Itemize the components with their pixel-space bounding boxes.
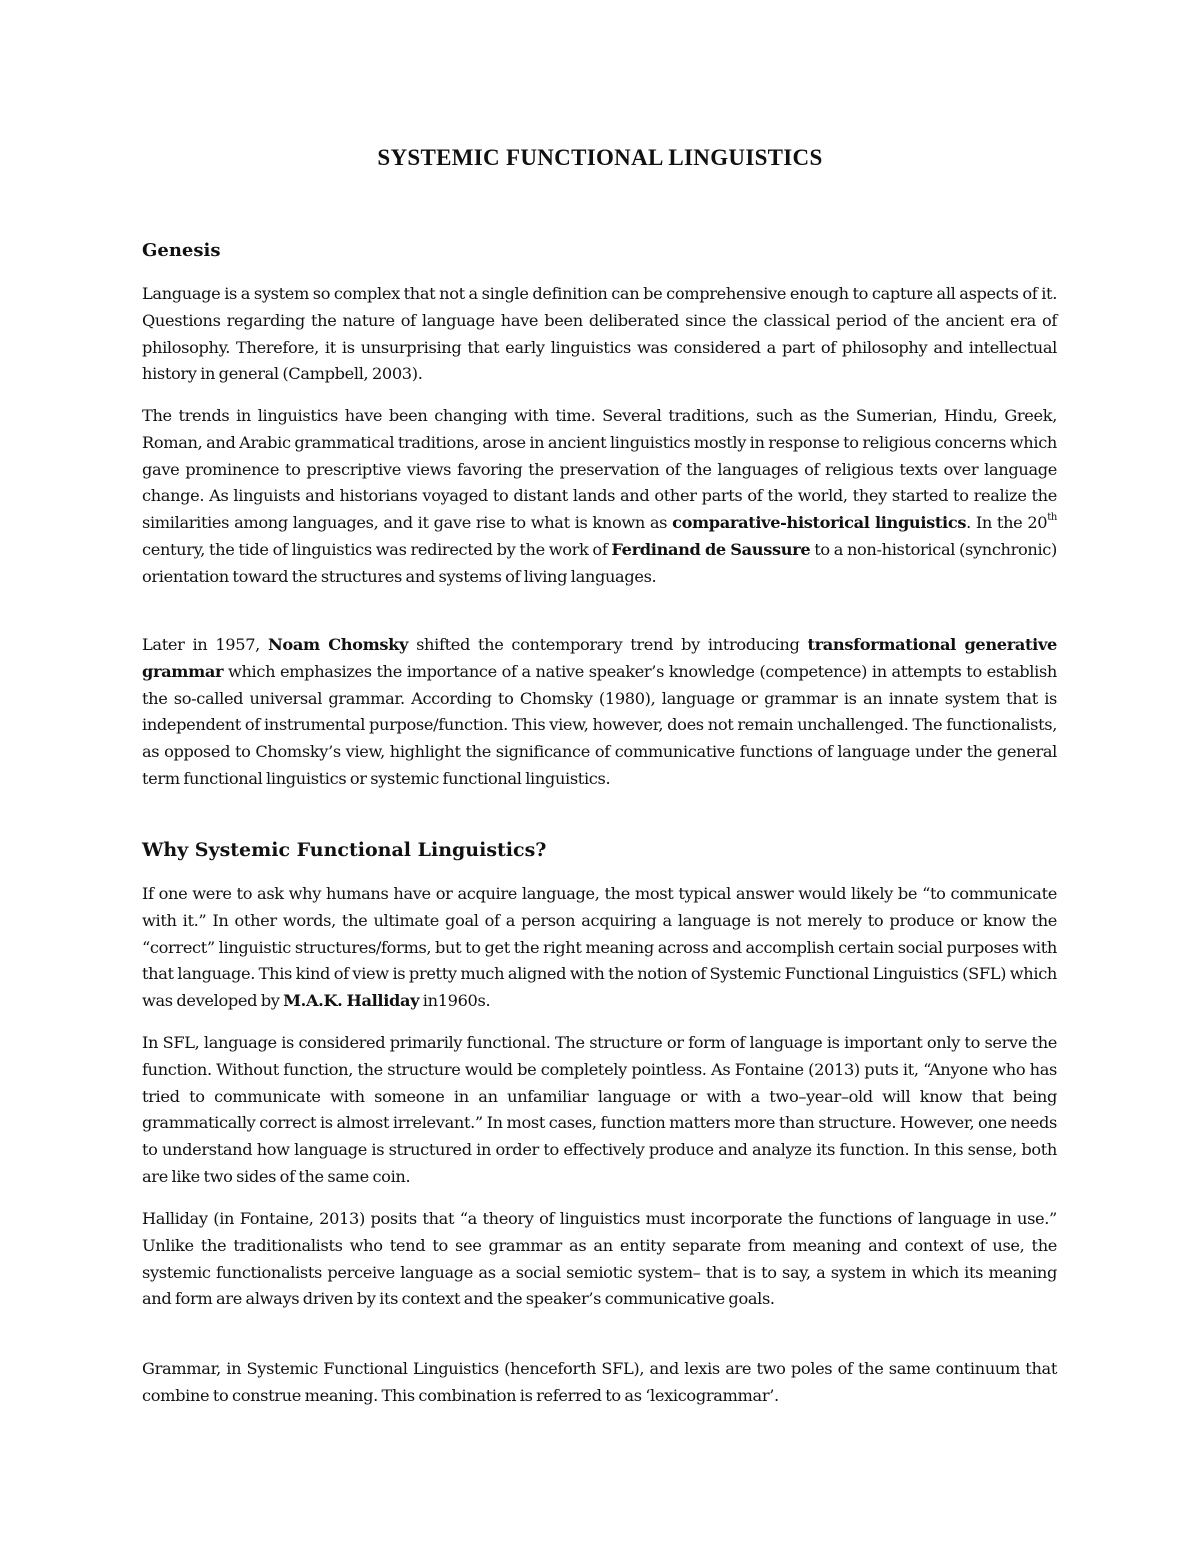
paragraph-genesis-3 xyxy=(142,632,1057,793)
text-run: century, the tide of linguistics was redirected by the work of xyxy=(142,539,612,559)
text-run: . In the 20 xyxy=(966,513,1048,533)
section-heading-why-sfl: Why Systemic Functional Linguistics? xyxy=(142,839,547,861)
bold-name-halliday: M.A.K. Halliday xyxy=(283,991,420,1011)
document-title: SYSTEMIC FUNCTIONAL LINGUISTICS xyxy=(377,145,823,170)
superscript-ordinal: th xyxy=(1047,511,1057,523)
paragraph-why-1 xyxy=(142,881,1057,1015)
paragraph-why-2: In SFL, language is considered primarily functional. The structure or form of language is important only to serve the function. Without function, the structure would be completely pointless. As Fontaine (2013) puts it, “Anyone who has tried to communicate with someone in an unfamiliar language or with a two–year–old will know that being grammatically correct is almost irrelevant.” In most cases, function matters more than structure. However, one needs to understand how language is structured in order to effectively produce and analyze its function. In this sense, both are like two sides of the same coin. xyxy=(142,1033,1057,1186)
bold-name-saussure: Ferdinand de Saussure xyxy=(611,539,811,559)
bold-name-chomsky: Noam Chomsky xyxy=(267,635,409,654)
text-run: shifted the contemporary trend by introducing xyxy=(408,635,808,654)
paragraph-genesis-2 xyxy=(142,403,1057,591)
text-run: Later in 1957, xyxy=(142,635,268,654)
text-run: in1960s. xyxy=(419,991,491,1011)
paragraph-genesis-1: Language is a system so complex that not a single definition can be comprehensive enough to capture all aspects of it. Questions regarding the nature of language have been deliberated since the classical period of the ancient era of philosophy. Therefore, it is unsurprising that early linguistics was considered a part of philosophy and intellectual history in general (Campbell, 2003). xyxy=(142,284,1057,384)
section-heading-genesis: Genesis xyxy=(142,240,221,261)
text-run: to a non-historical (synchronic) orientation toward the structures and systems of living languages. xyxy=(142,539,1057,586)
text-run: which emphasizes the importance of a native speaker’s knowledge (competence) in attempts to establish the so-called universal grammar. According to Chomsky (1980), language or grammar is an innate system that is independent of instrumental purpose/function. This view, however, does not remain unchallenged. The functionalists, as opposed to Chomsky’s view, highlight the significance of communicative functions of language under the general term functional linguistics or systemic functional linguistics. xyxy=(142,661,1057,788)
bold-term-tgg: transformational generative grammar xyxy=(142,635,1057,681)
paragraph-why-4: Grammar, in Systemic Functional Linguistics (henceforth SFL), and lexis are two poles of the same continuum that combine to construe meaning. This combination is referred to as ‘lexicogrammar’. xyxy=(142,1359,1057,1405)
text-run: If one were to ask why humans have or acquire language, the most typical answer would likely be “to communicate with it.” In other words, the ultimate goal of a person acquiring a language is not merely to produce or know the “correct” linguistic structures/forms, but to get the right meaning across and accomplish certain social purposes with that language. This kind of view is pretty much aligned with the notion of Systemic Functional Linguistics (SFL) which was developed by xyxy=(142,884,1057,1011)
paragraph-why-3: Halliday (in Fontaine, 2013) posits that “a theory of linguistics must incorporate the functions of language in use.” Unlike the traditionalists who tend to see grammar as an entity separate from meaning and context of use, the systemic functionalists perceive language as a social semiotic system– that is to say, a system in which its meaning and form are always driven by its context and the speaker’s communicative goals. xyxy=(142,1209,1057,1309)
text-run: The trends in linguistics have been changing with time. Several traditions, such as the Sumerian, Hindu, Greek, Roman, and Arabic grammatical traditions, arose in ancient linguistics mostly in response to religious concerns which gave prominence to prescriptive views favoring the preservation of the languages of religious texts over language change. As linguists and historians voyaged to distant lands and other parts of the world, they started to realize the similarities among languages, and it gave rise to what is known as xyxy=(142,406,1057,533)
bold-term-comparative-historical: comparative-historical linguistics xyxy=(672,513,967,533)
